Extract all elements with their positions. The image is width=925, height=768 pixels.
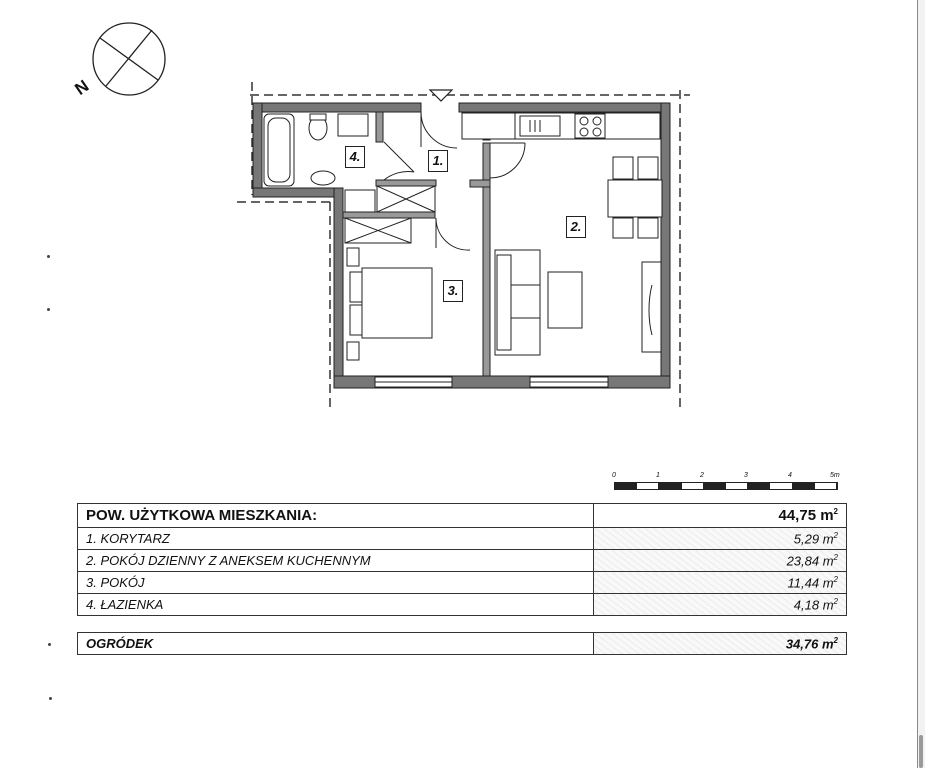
table-row bbox=[78, 572, 847, 594]
room-area: 5,29 $m^2$ bbox=[594, 528, 847, 550]
garden-label: OGRÓDEK bbox=[78, 633, 594, 655]
room-name: 1. KORYTARZ bbox=[78, 528, 594, 550]
outer-walls bbox=[253, 103, 670, 388]
scan-dot bbox=[49, 697, 52, 700]
bed bbox=[347, 248, 432, 360]
scan-dot bbox=[47, 255, 50, 258]
scan-dot bbox=[47, 308, 50, 311]
scale-tick: 5m bbox=[830, 472, 840, 479]
summary-title: POW. UŻYTKOWA MIESZKANIA: bbox=[78, 504, 594, 528]
room-area: 4,18 $m^2$ bbox=[594, 594, 847, 616]
room-name: 3. POKÓJ bbox=[78, 572, 594, 594]
dining-table bbox=[608, 157, 662, 238]
scale-tick: 1 bbox=[656, 472, 660, 479]
table-row bbox=[78, 633, 847, 655]
garden-area: 34,76 $m^2$ bbox=[594, 633, 847, 655]
scale-tick: 4 bbox=[788, 472, 792, 479]
room-area: 23,84 $m^2$ bbox=[594, 550, 847, 572]
area-summary-table bbox=[77, 503, 847, 616]
scale-bar bbox=[608, 472, 844, 494]
scale-tick: 0 bbox=[612, 472, 616, 479]
scale-tick: 3 bbox=[744, 472, 748, 479]
scale-tick: 2 bbox=[700, 472, 704, 479]
room-label-2: 2. bbox=[566, 216, 586, 238]
table-row bbox=[78, 594, 847, 616]
summary-header-row bbox=[78, 504, 847, 528]
room-label-3: 3. bbox=[443, 280, 463, 302]
living-furniture bbox=[495, 250, 661, 355]
scale-bar-segments bbox=[614, 482, 838, 490]
kitchen-counter bbox=[462, 113, 660, 139]
room-area: 11,44 $m^2$ bbox=[594, 572, 847, 594]
room-label-4: 4. bbox=[345, 146, 365, 168]
room-label-1: 1. bbox=[428, 150, 448, 172]
table-row bbox=[78, 550, 847, 572]
table-row bbox=[78, 528, 847, 550]
summary-total: 44,75 $m^2$ bbox=[594, 504, 847, 528]
north-letter: N bbox=[71, 76, 93, 99]
scan-dot bbox=[48, 643, 51, 646]
room-name: 2. POKÓJ DZIENNY Z ANEKSEM KUCHENNYM bbox=[78, 550, 594, 572]
room-name: 4. ŁAZIENKA bbox=[78, 594, 594, 616]
compass-icon bbox=[93, 23, 165, 95]
garden-table bbox=[77, 632, 847, 655]
